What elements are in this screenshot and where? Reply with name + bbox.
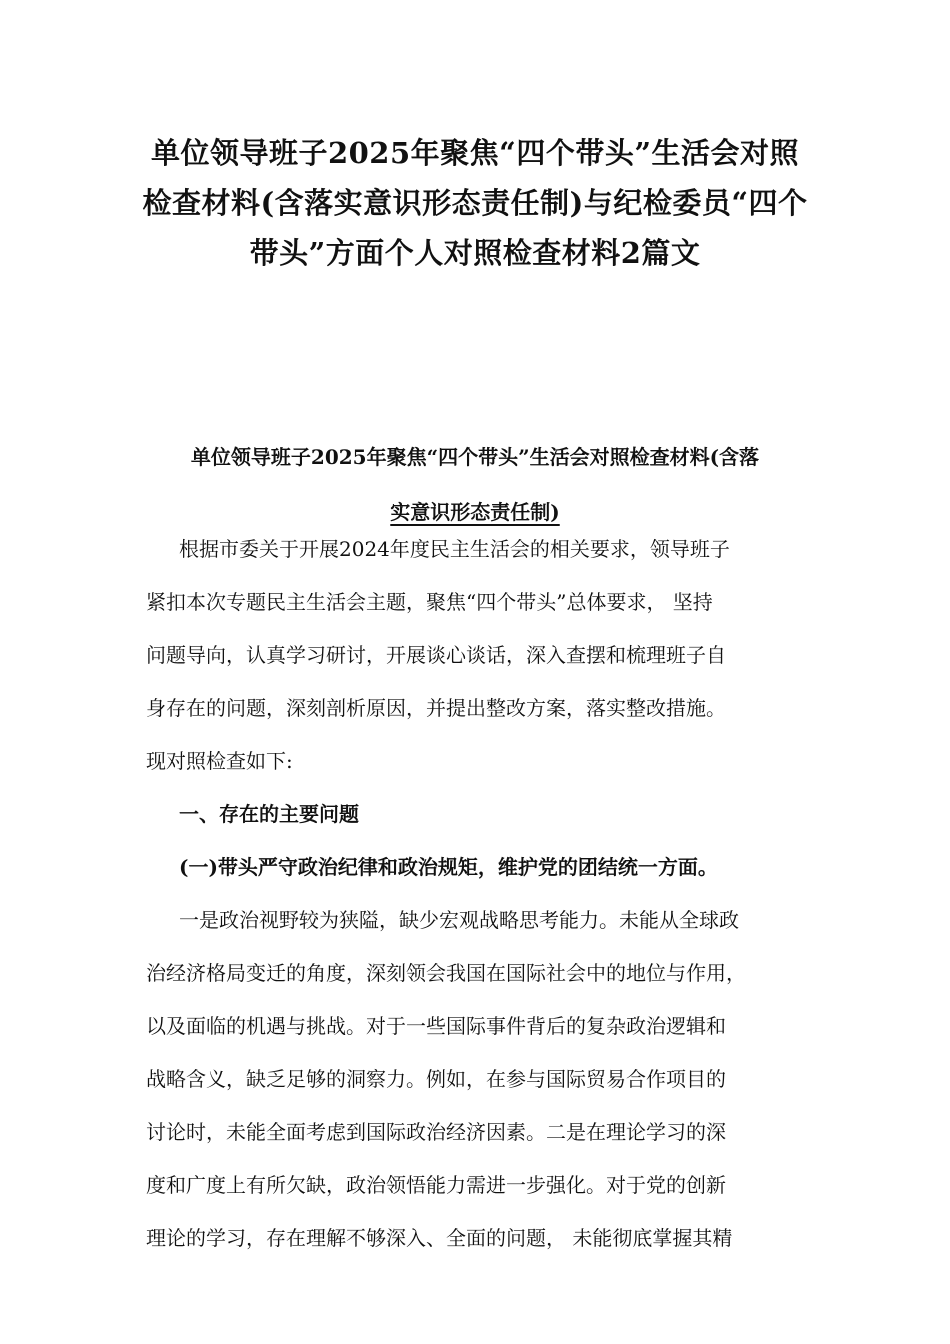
heading-main-problems: 一、存在的主要问题 [179,802,359,826]
paragraph-line: 一是政治视野较为狭隘，缺少宏观战略思考能力。未能从全球政 [179,908,739,932]
paragraph-line: 现对照检查如下: [146,749,293,773]
paragraph-line: 战略含义，缺乏足够的洞察力。例如，在参与国际贸易合作项目的 [146,1067,726,1091]
paragraph-line: 以及面临的机遇与挑战。对于一些国际事件背后的复杂政治逻辑和 [146,1014,726,1038]
document-title-line: 单位领导班子2025年聚焦“四个带头”生活会对照 [150,136,800,170]
paragraph-line: 根据市委关于开展2024年度民主生活会的相关要求，领导班子 [179,537,730,561]
paragraph-line: 紧扣本次专题民主生活会主题，聚焦“四个带头”总体要求， 坚持 [146,590,713,614]
paragraph-line: 问题导向，认真学习研讨，开展谈心谈话，深入查摆和梳理班子自 [146,643,726,667]
paragraph-line: 理论的学习，存在理解不够深入、全面的问题， 未能彻底掌握其精 [146,1226,733,1250]
paragraph-line: 治经济格局变迁的角度，深刻领会我国在国际社会中的地位与作用， [146,961,746,985]
body-text [146,523,816,1265]
subheading-political-discipline: (一)带头严守政治纪律和政治规矩，维护党的团结统一方面。 [179,855,718,879]
paragraph-line: 身存在的问题，深刻剖析原因，并提出整改方案，落实整改措施。 [146,696,726,720]
document-title [120,128,830,278]
paragraph-line: 讨论时，未能全面考虑到国际政治经济因素。二是在理论学习的深 [146,1120,726,1144]
document-title-line: 带头”方面个人对照检查材料2篇文 [249,236,701,270]
paragraph-line: 度和广度上有所欠缺，政治领悟能力需进一步强化。对于党的创新 [146,1173,726,1197]
document-title-line: 检查材料(含落实意识形态责任制)与纪检委员“四个 [142,186,808,220]
section-title-line: 单位领导班子2025年聚焦“四个带头”生活会对照检查材料(含落 [190,445,760,469]
section-title-line: 实意识形态责任制) [390,500,560,524]
